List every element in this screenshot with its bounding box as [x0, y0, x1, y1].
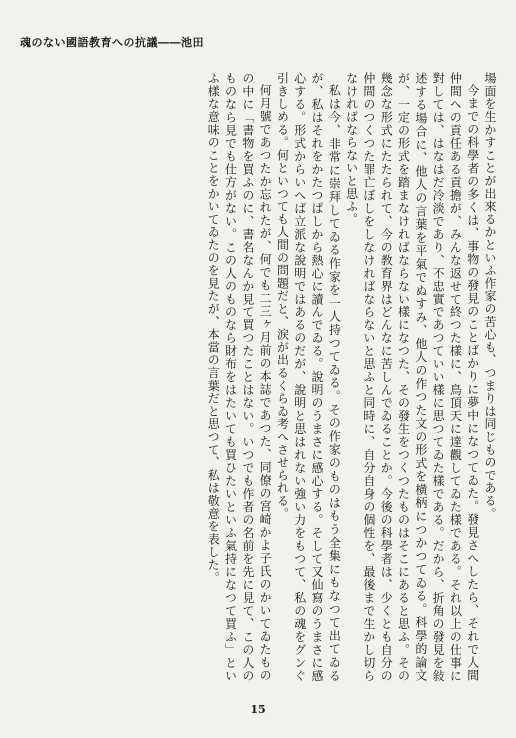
paragraph: 何月號であつたか忘れたが、何でも二三ヶ月前の本誌であつた、同僚の宮崎かよ子氏のかいてゐたものの中に「書物を買ふのに、書名なんか見て買つたことはない。いつでも作者の名前を先に見て、この人のものなら見でも仕方がない。この人のものなら財布をはたいても買ひたいといふ氣持になつて買ふ」といふ樣な意味のことをかいてゐたのを見たが、本當の言葉だと思つて、私は敬意を表した。 [206, 72, 273, 682]
vertical-body-text [90, 72, 498, 682]
paragraph: 私は今、非常に崇拜してゐる作家を一人持つてゐる。その作家のものはもう全集にもなつて出てゐるが、私はそれをかたつぱしから熱心に讀んでゐる。說明のうまさに感心する。そして又仙寫のうまさに感心する。形式からいへば立派な說明ではあるのだが、說明と思はれない強い力をもつて、私の魂をグンぐ引きしめる。何といつても人間の問題だと、涙が出るくらゐ考へさせられる。 [275, 72, 342, 682]
paragraph: 場面を生かすことが出來るかといふ作家の苦心も、つまりは同じものである。 [483, 72, 497, 520]
paragraph: 今までの科學者の多くは、事物の發見のことばかりに夢中になつてゐた。發見さへしたら、それで人間仲間への貢任ある貢擔が、みんな返せて終つた樣に、鳥頂天に達觀してゐた樣である。それ以上の仕事に對しては、はなはだ冷淡であり、不忠實であつていい樣に思つてゐた樣である。だから、折角の發見を敍述する場合に、他人の言葉を平氣でぬすみ、他人の作つた文の形式を横柄につかつてゐる。科學的論文が、一定の形式を踏まなければならない樣になつた、その發生をつくつたものはそこにあると思ふ。その幾念な形式にたたられて、今の教育界はどんなに苦しんでゐることか。今後の科學者は、少くとも自分の仲間のつくつた罪亡ぼしをしなければならないと思ふと同時に、自分自身の個性を、最後まで生かし切らなければならないと思ふ。 [344, 72, 480, 682]
page-number: 15 [250, 703, 266, 716]
running-header: 魂のない國語教育への抗議――池田 [20, 36, 204, 49]
